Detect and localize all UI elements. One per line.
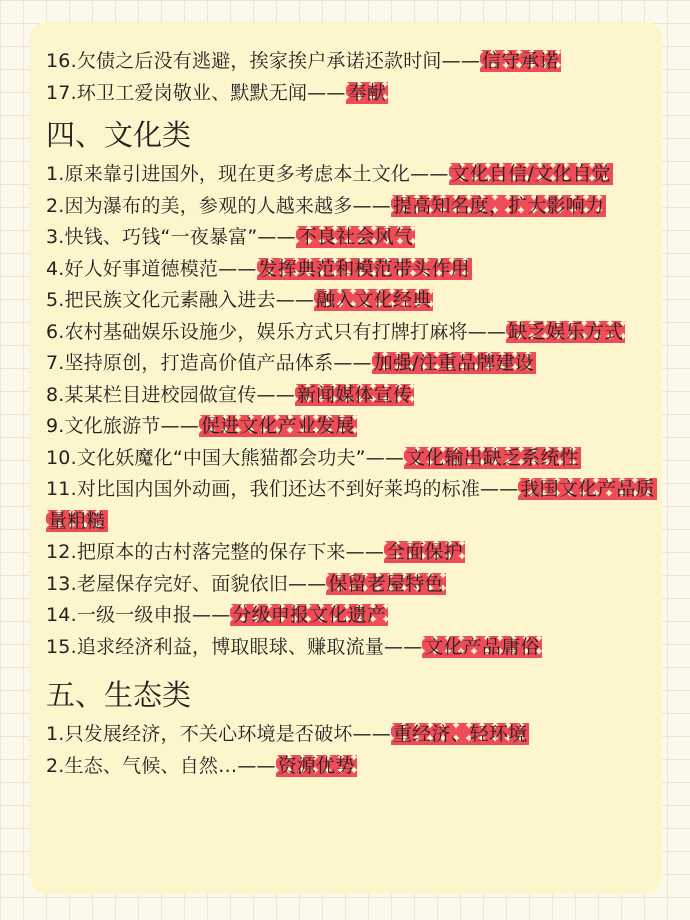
- list-item: [46, 751, 656, 783]
- item-prompt: 12.把原本的古村落完整的保存下来——: [46, 541, 385, 563]
- list-item: [46, 569, 656, 601]
- item-prompt: 4.好人好事道德模范——: [46, 257, 257, 280]
- item-prompt: 6.农村基础娱乐设施少，娱乐方式只有打牌打麻将——: [46, 320, 507, 343]
- list-item: [46, 600, 656, 632]
- item-prompt: 9.文化旅游节——: [46, 415, 199, 437]
- list-item: [46, 285, 656, 317]
- item-answer-highlight: 重经济、轻环境: [392, 723, 528, 745]
- item-prompt: 3.快钱、巧钱“一夜暴富”——: [46, 226, 296, 248]
- item-answer-highlight: 发挥典范和模范带头作用: [258, 257, 470, 280]
- item-prompt: 7.坚持原创，打造高价值产品体系——: [46, 352, 372, 374]
- notes-content: [46, 46, 656, 782]
- list-item: [46, 411, 656, 443]
- item-prompt: 8.某某栏目进校园做宣传——: [46, 383, 295, 406]
- list-item: [46, 348, 656, 380]
- list-item: [46, 46, 656, 78]
- item-answer-highlight: 不良社会风气: [297, 226, 414, 248]
- item-prompt: 1.只发展经济，不关心环境是否破坏——: [46, 723, 391, 745]
- item-answer-highlight: 全面保护: [386, 541, 463, 563]
- item-answer-highlight: 文化产品庸俗: [424, 635, 540, 658]
- section-heading-ecology: 五、生态类: [46, 678, 192, 712]
- list-item: [46, 254, 656, 286]
- item-prompt: 2.生态、气候、自然…——: [46, 754, 276, 777]
- item-prompt: 16.欠债之后没有逃避，挨家挨户承诺还款时间——: [46, 50, 481, 72]
- item-prompt: 10.文化妖魔化“中国大熊猫都会功夫”——: [46, 446, 405, 469]
- item-prompt: 5.把民族文化元素融入进去——: [46, 289, 315, 311]
- list-item: [46, 632, 656, 664]
- item-answer-highlight: 缺乏娱乐方式: [508, 320, 624, 343]
- list-item: [46, 222, 656, 254]
- list-item: [46, 719, 656, 751]
- item-prompt: 15.追求经济利益，博取眼球、赚取流量——: [46, 635, 423, 658]
- item-answer-highlight: 文化自信/文化自觉: [450, 163, 611, 185]
- item-prompt: 11.对比国内国外动画，我们还达不到好莱坞的标准——: [46, 478, 519, 500]
- item-prompt: 17.环卫工爱岗敬业、默默无闻——: [46, 81, 346, 104]
- list-item: [46, 474, 656, 537]
- list-item: [46, 443, 656, 475]
- item-answer-highlight: 我国文化产品质量粗糙: [48, 478, 655, 532]
- list-item: [46, 317, 656, 349]
- item-answer-highlight: 新闻媒体宣传: [296, 383, 413, 406]
- list-item: [46, 380, 656, 412]
- item-answer-highlight: 资源优势: [277, 754, 355, 777]
- item-answer-highlight: 融入文化经典: [316, 289, 432, 311]
- item-answer-highlight: 奉献: [347, 81, 387, 104]
- list-item: [46, 159, 656, 191]
- section-heading-culture: 四、文化类: [46, 118, 192, 152]
- list-item: [46, 537, 656, 569]
- item-answer-highlight: 分级申报文化遗产: [232, 604, 387, 626]
- item-answer-highlight: 文化输出缺乏系统性: [406, 446, 579, 469]
- item-answer-highlight: 提高知名度，扩大影响力: [392, 194, 605, 217]
- item-answer-highlight: 保留老屋特色: [328, 572, 444, 595]
- item-prompt: 1.原来靠引进国外，现在更多考虑本土文化——: [46, 163, 449, 185]
- item-prompt: 2.因为瀑布的美，参观的人越来越多——: [46, 194, 391, 217]
- item-answer-highlight: 促进文化产业发展: [200, 415, 355, 437]
- item-prompt: 14.一级一级申报——: [46, 604, 231, 626]
- list-item: [46, 78, 656, 110]
- item-answer-highlight: 信守承诺: [482, 50, 559, 72]
- item-answer-highlight: 加强/注重品牌建设: [373, 352, 534, 374]
- list-item: [46, 191, 656, 223]
- item-prompt: 13.老屋保存完好、面貌依旧——: [46, 572, 327, 595]
